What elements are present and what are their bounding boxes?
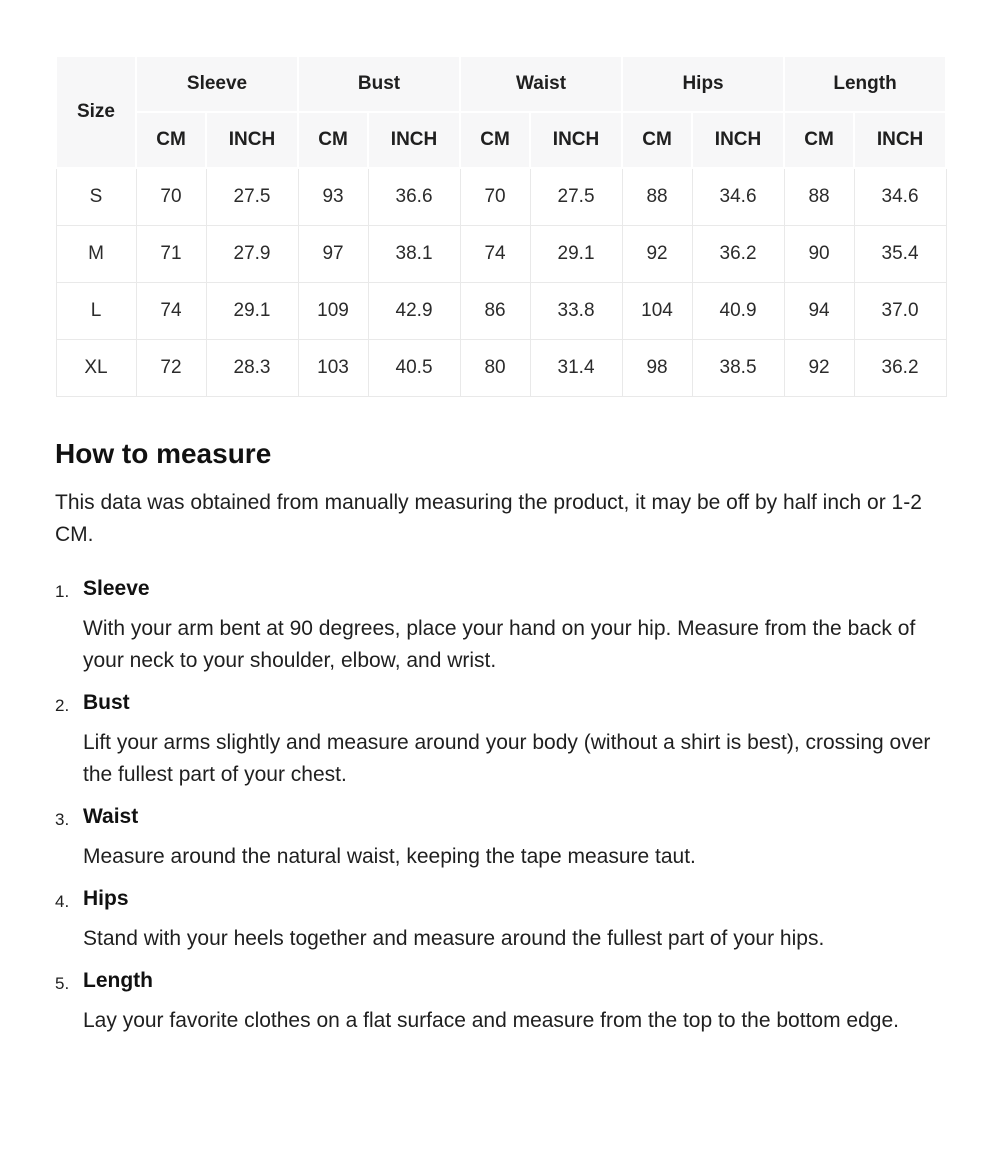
unit-header-inch: INCH: [206, 112, 298, 168]
step-body: [83, 969, 945, 1037]
measurement-cell: 40.9: [692, 282, 784, 339]
step-description: Lift your arms slightly and measure around your body (without a shirt is best), crossing over the fullest part of your chest.: [83, 730, 931, 786]
table-row: [56, 168, 946, 225]
group-header-waist: Waist: [460, 56, 622, 112]
list-item: [55, 691, 945, 791]
measurement-cell: 88: [784, 168, 854, 225]
measure-disclaimer-text: This data was obtained from manually measuring the product, it may be off by half inch or 1-2 CM.: [55, 490, 922, 546]
measurement-cell: 97: [298, 225, 368, 282]
measurement-cell: 88: [622, 168, 692, 225]
measurement-cell: 37.0: [854, 282, 946, 339]
group-header-length: Length: [784, 56, 946, 112]
list-item: [55, 805, 945, 873]
table-row: [56, 282, 946, 339]
list-item: [55, 887, 945, 955]
measurement-cell: 27.5: [530, 168, 622, 225]
measure-steps-list: [55, 577, 945, 1037]
list-item: [55, 969, 945, 1037]
step-title: Hips: [83, 886, 129, 910]
measurement-cell: 104: [622, 282, 692, 339]
step-description: Stand with your heels together and measure around the fullest part of your hips.: [83, 926, 825, 950]
measurement-cell: 40.5: [368, 339, 460, 396]
measurement-cell: 36.2: [854, 339, 946, 396]
measurement-cell: 38.5: [692, 339, 784, 396]
unit-header-inch: INCH: [530, 112, 622, 168]
measurement-cell: 38.1: [368, 225, 460, 282]
unit-header-row: [56, 112, 946, 168]
step-number: 1.: [55, 581, 70, 601]
step-description: With your arm bent at 90 degrees, place your hand on your hip. Measure from the back of your neck to your shoulder, elbow, and wrist.: [83, 616, 916, 672]
step-description: Lay your favorite clothes on a flat surface and measure from the top to the bottom edge.: [83, 1008, 899, 1032]
measurement-cell: 86: [460, 282, 530, 339]
measurement-cell: 93: [298, 168, 368, 225]
measurement-cell: 74: [460, 225, 530, 282]
measurement-cell: 98: [622, 339, 692, 396]
size-cell: M: [56, 225, 136, 282]
size-cell: XL: [56, 339, 136, 396]
step-body: [83, 691, 945, 791]
measurement-cell: 94: [784, 282, 854, 339]
group-header-bust: Bust: [298, 56, 460, 112]
measurement-cell: 35.4: [854, 225, 946, 282]
unit-header-cm: CM: [298, 112, 368, 168]
step-title: Length: [83, 968, 153, 992]
unit-header-cm: CM: [136, 112, 206, 168]
measurement-cell: 31.4: [530, 339, 622, 396]
measurement-cell: 27.9: [206, 225, 298, 282]
measurement-cell: 34.6: [854, 168, 946, 225]
measurement-cell: 42.9: [368, 282, 460, 339]
size-table-body: [56, 168, 946, 396]
step-title: Bust: [83, 690, 130, 714]
step-body: [83, 887, 945, 955]
step-number: 2.: [55, 695, 70, 715]
step-body: [83, 577, 945, 677]
measurement-cell: 29.1: [206, 282, 298, 339]
measurement-cell: 92: [622, 225, 692, 282]
unit-header-inch: INCH: [368, 112, 460, 168]
step-description: Measure around the natural waist, keeping the tape measure taut.: [83, 844, 696, 868]
list-item: [55, 577, 945, 677]
size-column-header: Size: [56, 56, 136, 168]
size-chart-table: [55, 55, 947, 397]
measurement-cell: 92: [784, 339, 854, 396]
measurement-cell: 70: [460, 168, 530, 225]
step-number: 5.: [55, 973, 70, 993]
step-title: Sleeve: [83, 576, 150, 600]
group-header-row: [56, 56, 946, 112]
measurement-cell: 36.2: [692, 225, 784, 282]
measurement-cell: 27.5: [206, 168, 298, 225]
measurement-cell: 109: [298, 282, 368, 339]
measurement-cell: 33.8: [530, 282, 622, 339]
unit-header-cm: CM: [622, 112, 692, 168]
measurement-cell: 34.6: [692, 168, 784, 225]
measurement-cell: 80: [460, 339, 530, 396]
size-table-header: [56, 56, 946, 168]
table-row: [56, 339, 946, 396]
measurement-cell: 90: [784, 225, 854, 282]
unit-header-cm: CM: [460, 112, 530, 168]
unit-header-inch: INCH: [854, 112, 946, 168]
measurement-cell: 70: [136, 168, 206, 225]
unit-header-cm: CM: [784, 112, 854, 168]
measurement-cell: 71: [136, 225, 206, 282]
step-number: 4.: [55, 891, 70, 911]
group-header-hips: Hips: [622, 56, 784, 112]
size-cell: S: [56, 168, 136, 225]
unit-header-inch: INCH: [692, 112, 784, 168]
measurement-cell: 28.3: [206, 339, 298, 396]
measurement-cell: 29.1: [530, 225, 622, 282]
measurement-cell: 36.6: [368, 168, 460, 225]
measurement-cell: 74: [136, 282, 206, 339]
step-body: [83, 805, 945, 873]
step-title: Waist: [83, 804, 139, 828]
how-to-measure-heading: How to measure: [55, 437, 272, 469]
step-number: 3.: [55, 809, 70, 829]
size-cell: L: [56, 282, 136, 339]
table-row: [56, 225, 946, 282]
group-header-sleeve: Sleeve: [136, 56, 298, 112]
measurement-cell: 72: [136, 339, 206, 396]
measurement-cell: 103: [298, 339, 368, 396]
